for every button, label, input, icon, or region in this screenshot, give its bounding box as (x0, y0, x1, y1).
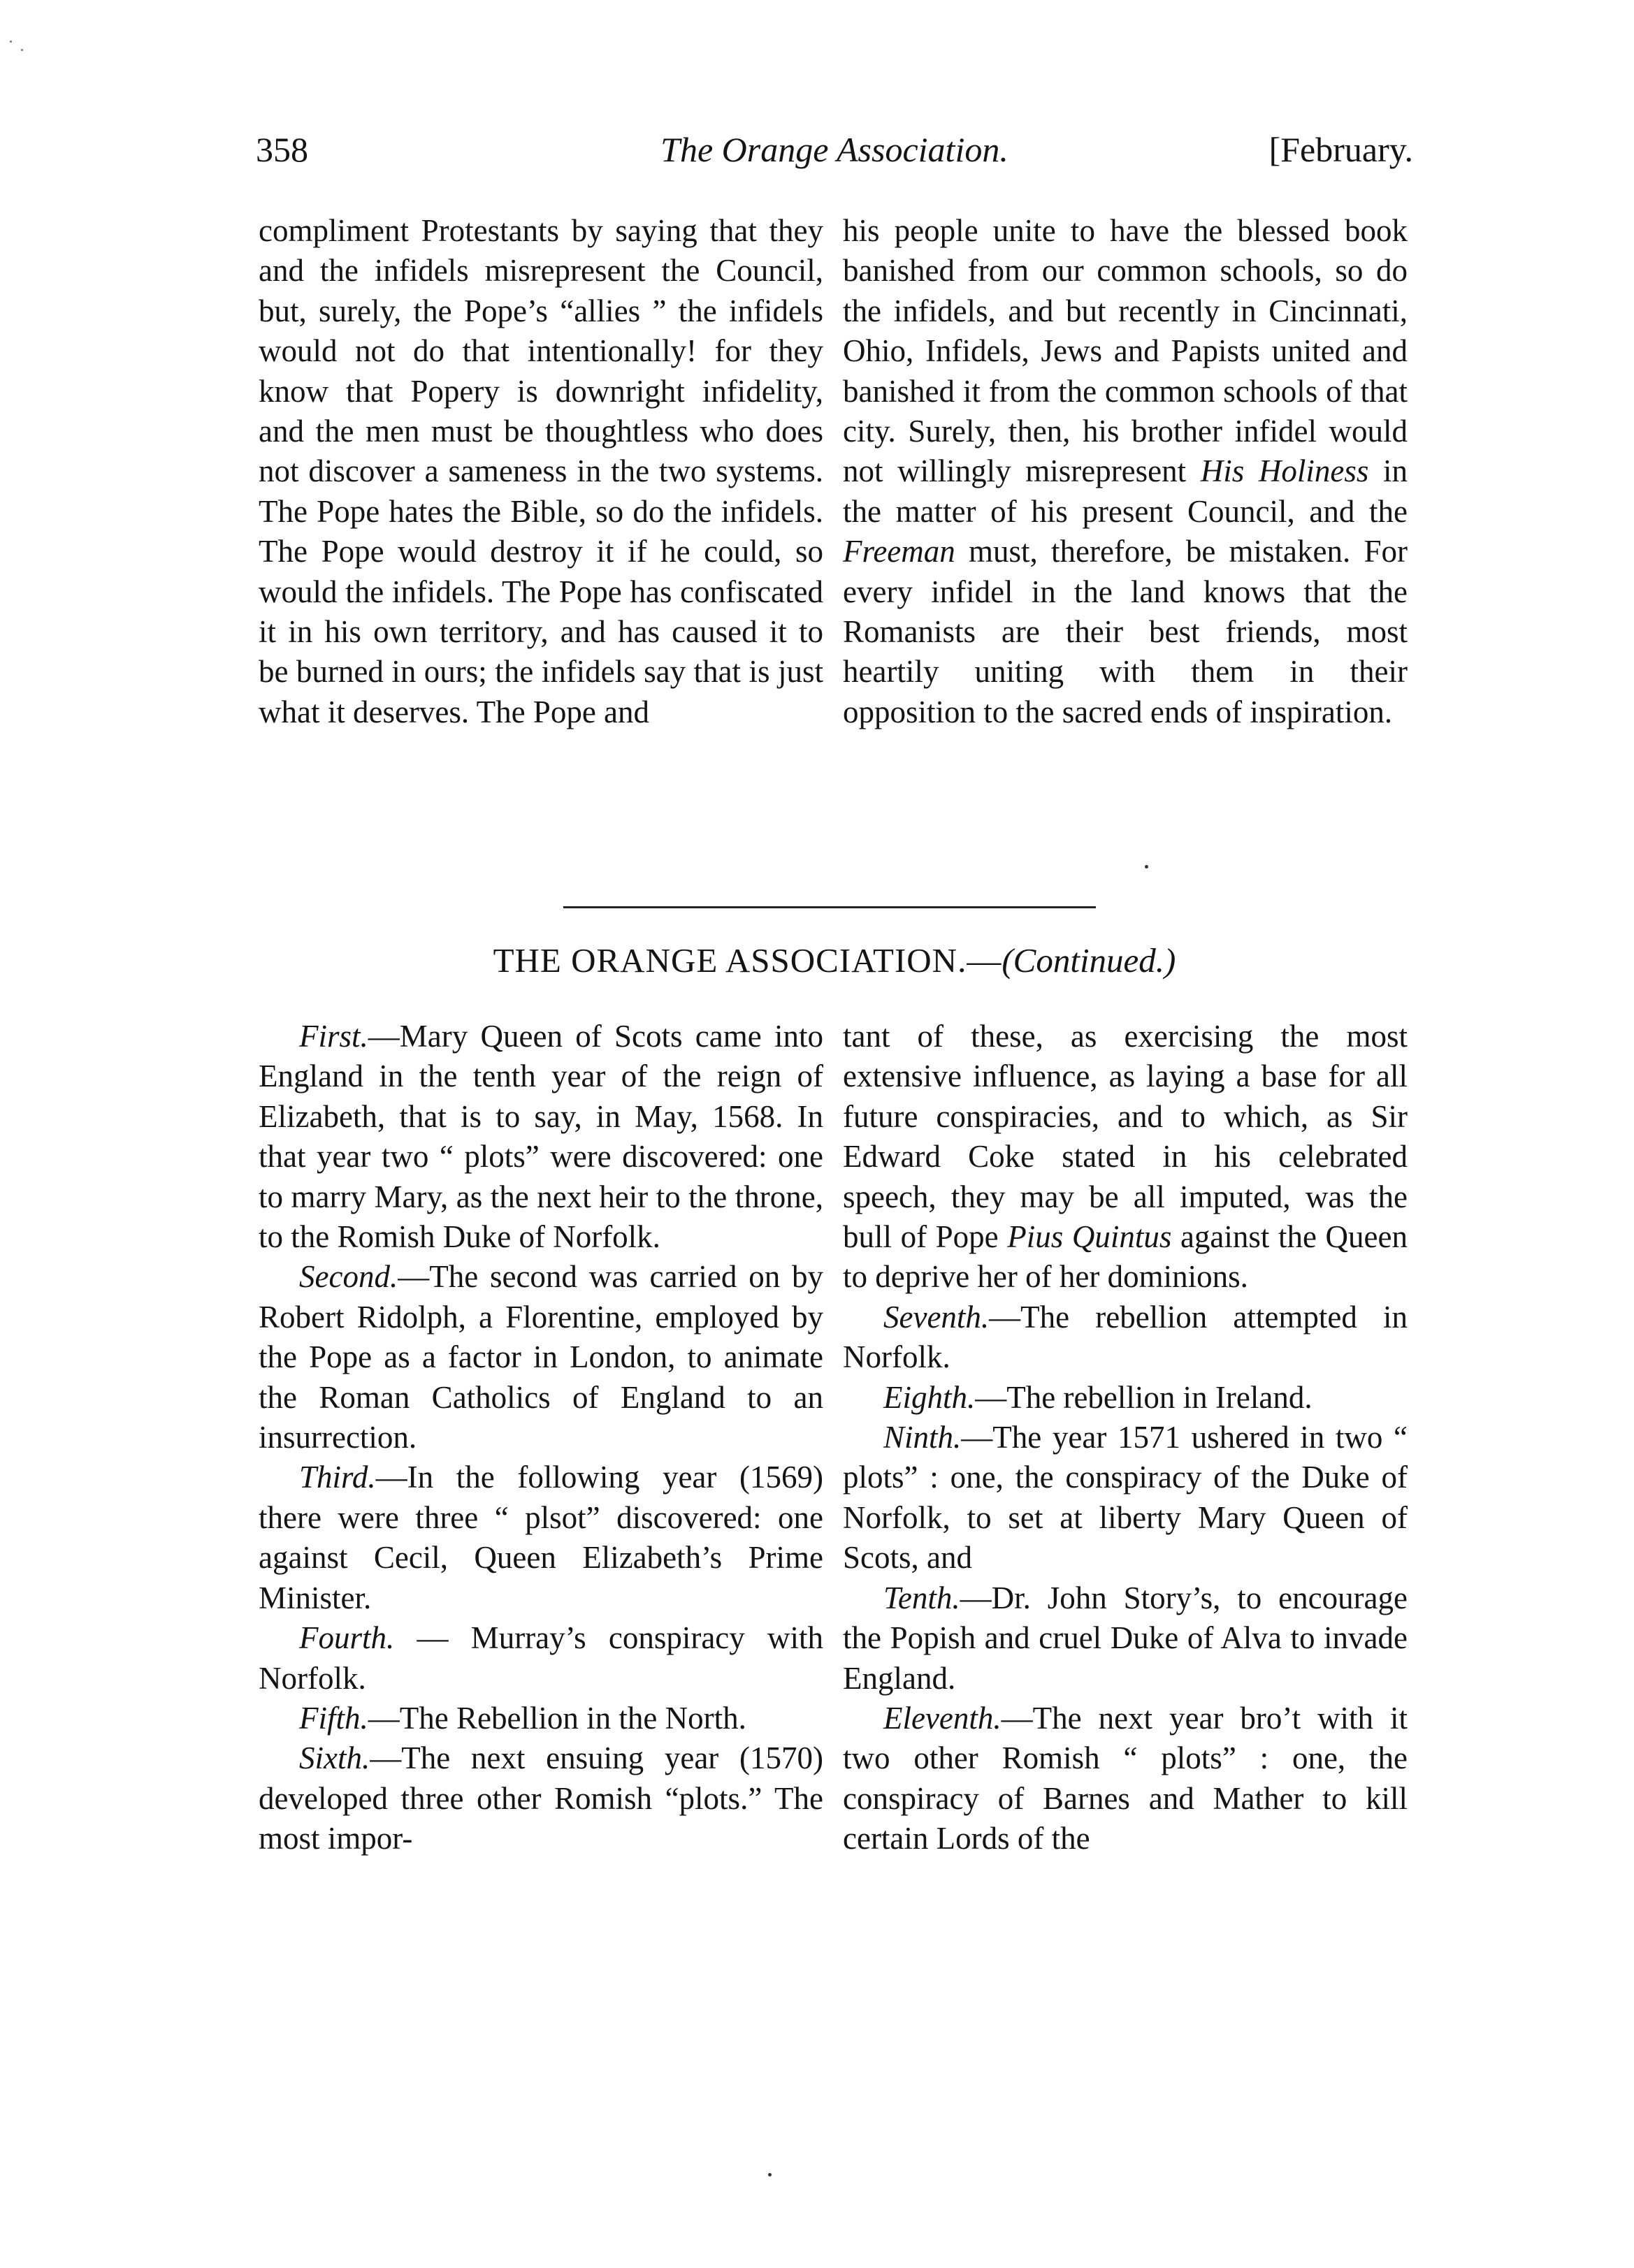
text-run: must, therefore, be mistaken. For every infidel in the land knows that the Romanists are their best friends, most heartily uniting with them in their opposition to the sacred ends of inspiration. (843, 534, 1408, 729)
paragraph (843, 1378, 1408, 1418)
paragraph (843, 1297, 1408, 1378)
print-speck (768, 2173, 772, 2176)
article-heading (256, 936, 1413, 985)
paragraph-text: —The year 1571 ushered in two “ plots” : one, the conspiracy of the Duke of Norfolk, to set at liberty Mary Queen of Scots, and (843, 1420, 1408, 1576)
paragraph-text: —The Rebellion in the North. (368, 1700, 746, 1736)
page-number: 358 (256, 130, 308, 169)
paragraph (843, 1418, 1408, 1578)
text-run: in the matter of his present Council, and the (843, 453, 1408, 529)
text-run: against the Queen to deprive her of her dominions. (843, 1219, 1408, 1295)
text-run: tant of these, as exercising the most extensive influence, as laying a base for all future conspiracies, and to which, as Sir Edward Coke stated in his celebrated speech, they may be all imputed, was the bull of Pope (843, 1019, 1408, 1255)
paragraph-text: —The next ensuing year (1570) developed three other Romish “plots.” The most impor- (259, 1740, 823, 1856)
paragraph-lead: Eighth. (883, 1379, 976, 1415)
print-speck (1145, 865, 1148, 868)
paragraph (259, 1257, 823, 1458)
paragraph-lead: Fourth. (299, 1620, 395, 1656)
running-month: [February. (1268, 130, 1413, 169)
paragraph-lead: Ninth. (883, 1420, 962, 1455)
print-speck (21, 49, 23, 51)
paragraph-lead: Second. (299, 1259, 398, 1295)
previous-article-text-right (843, 211, 1408, 732)
paragraph (843, 1699, 1408, 1859)
previous-article-text-left: compliment Protestants by saying that they and the infidels misrepresent the Council, but, surely, the Pope’s “allies ” the infidels would not do that intentionally! for they know that Popery is downright infidelity, and the men must be thoughtless who does not discover a sameness in the two systems. The Pope hates the Bible, so do the infidels. The Pope would destroy it if he could, so would the infidels. The Pope has confiscated it in his own territory, and has caused it to be burned in ours; the infidels say that is just what it deserves. The Pope and (259, 213, 823, 729)
paragraph (259, 1458, 823, 1618)
paragraph-continuation (843, 1017, 1408, 1297)
paragraph-text: —Mary Queen of Scots came into England in the tenth year of the reign of Elizabeth, that is to say, in May, 1568. In that year two “ plots” were discovered: one to marry Mary, as the next heir to the throne, to the Romish Duke of Norfolk. (259, 1019, 823, 1255)
article-title: THE ORANGE ASSOCIATION.— (493, 941, 1002, 980)
print-speck (10, 41, 12, 43)
paragraph-text: —Dr. John Story’s, to encourage the Popish and cruel Duke of Alva to invade England. (843, 1580, 1408, 1696)
running-head (256, 124, 1413, 175)
paragraph-text: —The next year bro’t with it two other Romish “ plots” : one, the conspiracy of Barnes and Mather to kill certain Lords of the (843, 1700, 1408, 1856)
article-title-note: (Continued.) (1002, 941, 1176, 980)
paragraph-text: —The rebellion in Ireland. (975, 1379, 1313, 1415)
text-run: his people unite to have the blessed book banished from our common schools, so do the infidels, and but recently in Cincinnati, Ohio, Infidels, Jews and Papists united and banished it from the common schools of that city. Surely, then, his brother infidel would not willingly misrepresent (843, 213, 1408, 489)
paragraph-lead: Third. (299, 1460, 376, 1495)
previous-article-right-column (843, 211, 1408, 732)
italic-run: His Holiness (1200, 453, 1369, 489)
paragraph-text: —In the following year (1569) there were three “ plsot” discovered: one against Cecil, Queen Elizabeth’s Prime Minister. (259, 1460, 823, 1615)
paragraph-lead: First. (299, 1019, 368, 1054)
paragraph (843, 1578, 1408, 1699)
article-left-column (259, 1017, 823, 1859)
article-right-column (843, 1017, 1408, 1859)
paragraph (259, 1017, 823, 1257)
paragraph-text: —The rebellion attempted in Norfolk. (843, 1299, 1408, 1375)
paragraph-lead: Eleventh. (883, 1700, 1002, 1736)
paragraph-lead: Sixth. (299, 1740, 370, 1776)
paragraph-text: — Murray’s conspiracy with Norfolk. (259, 1620, 823, 1696)
paragraph-text: —The second was carried on by Robert Ridolph, a Florentine, employed by the Pope as a factor in London, to animate the Roman Catholics of England to an insurrection. (259, 1259, 823, 1455)
paragraph-lead: Seventh. (883, 1299, 990, 1335)
paragraph (259, 1699, 823, 1738)
italic-run: Freeman (843, 534, 955, 569)
running-title: The Orange Association. (660, 130, 1008, 169)
paragraph (259, 1618, 823, 1699)
section-divider (563, 906, 1096, 908)
paragraph-lead: Tenth. (883, 1580, 960, 1615)
paragraph-lead: Fifth. (299, 1700, 368, 1736)
italic-run: Pius Quintus (1007, 1219, 1172, 1255)
paragraph (259, 1738, 823, 1859)
previous-article-left-column (259, 211, 823, 732)
